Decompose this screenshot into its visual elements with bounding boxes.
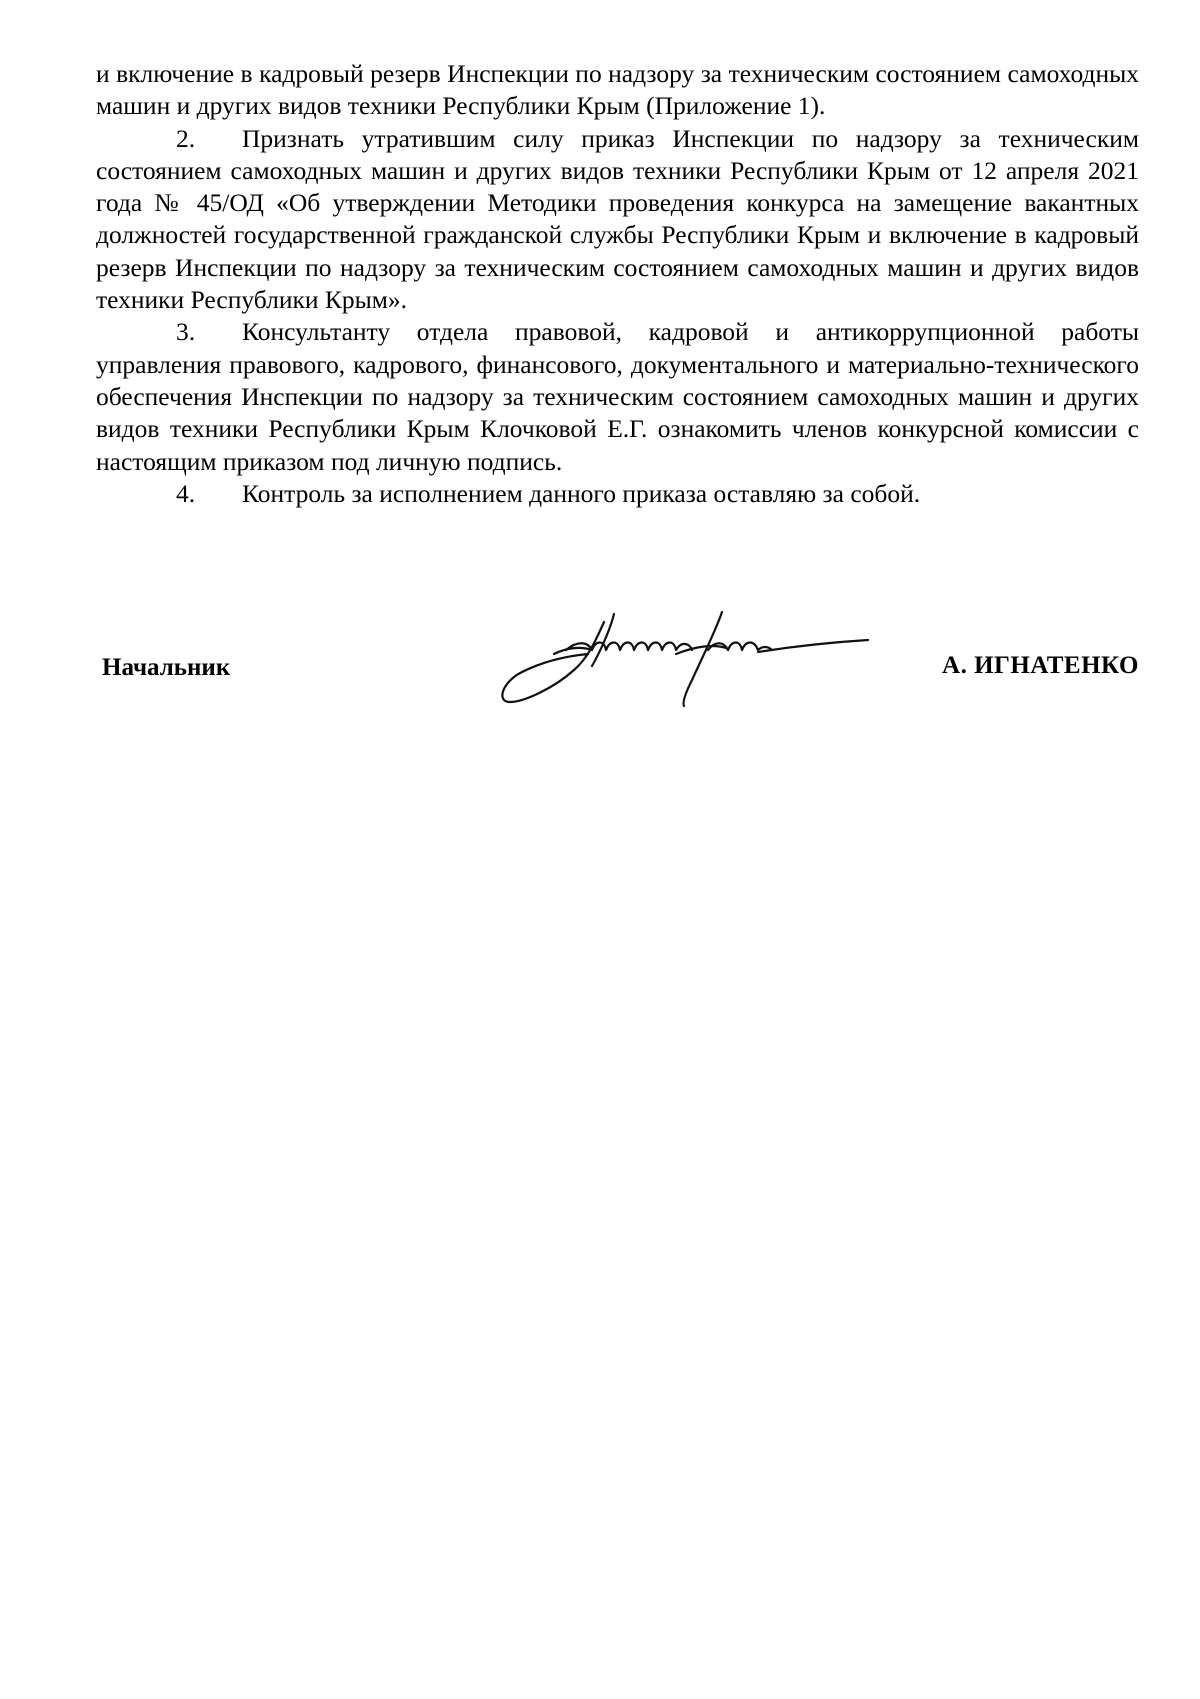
- paragraph-2: [96, 123, 1139, 317]
- paragraph-number: 2.: [176, 123, 196, 153]
- paragraph-text: и включение в кадровый резерв Инспекции по надзору за техническим состоянием самоходных машин и других видов техники Республики Крым (Приложение 1).: [96, 59, 1139, 121]
- paragraph-continuation: [96, 58, 1139, 123]
- handwritten-signature: [496, 610, 876, 720]
- paragraph-text: Контроль за исполнением данного приказа оставляю за собой.: [242, 478, 921, 508]
- paragraph-4: [96, 478, 1139, 510]
- signer-position: Начальник: [102, 654, 231, 681]
- paragraph-3: [96, 316, 1139, 477]
- paragraph-number: 4.: [176, 478, 196, 508]
- paragraph-text: Признать утратившим силу приказ Инспекции по надзору за техническим состоянием самоходных машин и других видов техники Республики Крым от 12 апреля 2021 года № 45/ОД «Об утверждении Методики проведения конкурса на замещение вакантных должностей государственной гражданской службы Республики Крым и включение в кадровый резерв Инспекции по надзору за техническим состоянием самоходных машин и других видов техники Республики Крым».: [96, 123, 1139, 315]
- paragraph-text: Консультанту отдела правовой, кадровой и антикоррупционной работы управления правового, кадрового, финансового, документального и материально-технического обеспечения Инспекции по надзору за техническим состоянием самоходных машин и других видов техники Республики Крым Клочковой Е.Г. ознакомить членов конкурсной комиссии с настоящим приказом под личную подпись.: [96, 317, 1139, 476]
- signature-block: [96, 610, 1139, 720]
- signer-name: А. ИГНАТЕНКО: [942, 652, 1139, 679]
- document-body: [96, 58, 1139, 510]
- paragraph-number: 3.: [176, 317, 196, 347]
